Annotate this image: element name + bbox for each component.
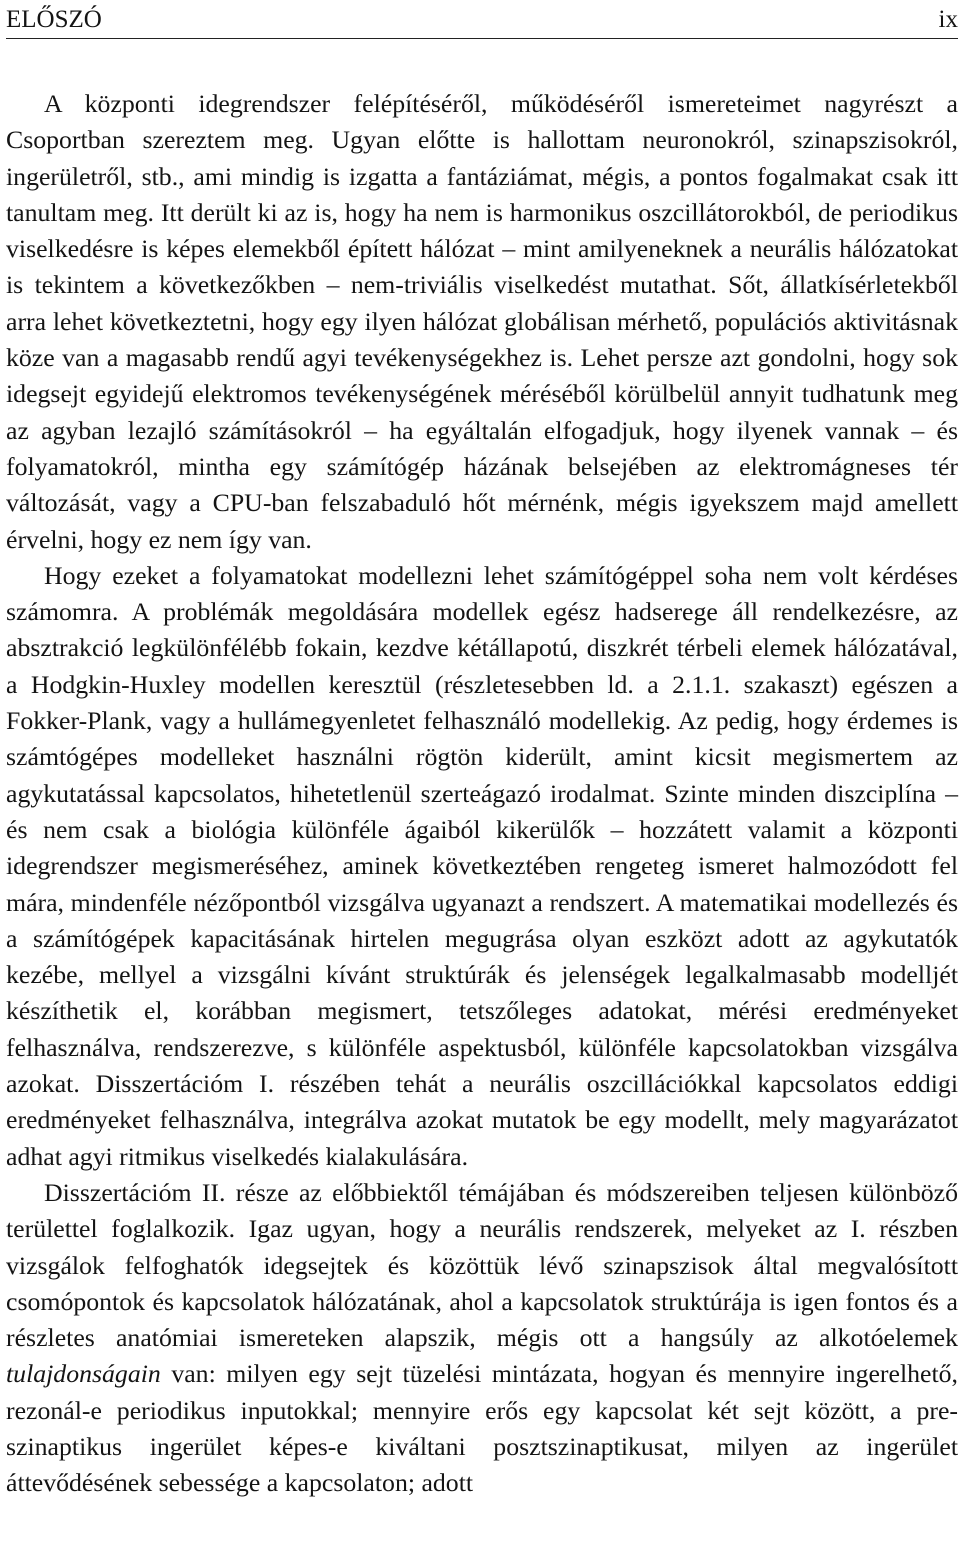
paragraph-2-text: Hogy ezeket a folyamatokat modellezni lehet számítógéppel soha nem volt kérdéses számomra. A problémák megoldására modellek egész hadserege áll rendelkezésre, az absztrakció legkülönfélébb fokain, kezdve kétállapotú, diszkrét térbeli elemek hálózatával, a Hodgkin-Huxley modellen keresztül (részletesebben ld. a 2.1.1. szakaszt) egészen a Fokker-Plank, vagy a hullámegyenletet felhasználó modellekig. Az pedig, hogy érdemes is számtógépes modelleket használni rögtön kiderült, amint kicsit megismertem az agykutatással kapcsolatos, hihetetlenül szerteágazó irodalmat. Szinte minden diszciplína – és nem csak a biológia különféle ágaiból kikerülők – hozzátett valamit a központi idegrendszer megismeréséhez, aminek következtében rengeteg ismeret halmozódott fel mára, mindenféle nézőpontból vizsgálva ugyanazt a rendszert. A matematikai modellezés és a számítógépek kapacitásának hirtelen megugrása olyan eszközt adott az agykutatók kezébe, mellyel a vizsgálni kívánt struktúrák és jelenségek legalkalmasabb modelljét készíthetik el, korábban megismert, tetszőleges adatokat, mérési eredményeket felhasználva, rendszerezve, s különféle aspektusból, különféle kapcsolatokban vizsgálva azokat. Disszertációm I. részében tehát a neurális oszcillációkkal kapcsolatos eddigi eredményeket felhasználva, integrálva azokat mutatok be egy modellt, mely magyarázatot adhat agyi ritmikus viselkedés kialakulására. bbox=[6, 560, 958, 1171]
page-number: ix bbox=[938, 6, 958, 33]
running-header bbox=[6, 4, 958, 39]
paragraph-1-text: A központi idegrendszer felépítéséről, működéséről ismereteimet nagyrészt a Csoportban szereztem meg. Ugyan előtte is hallottam neuronokról, szinapszisokról, ingerületről, stb., ami mindig is izgatta a fantáziámat, mégis, a pontos fogalmakat csak itt tanultam meg. Itt derült ki az is, hogy ha nem is harmonikus oszcillátorokból, de periodikus viselkedésre is képes elemekből épített hálózat – mint amilyeneknek a neurális hálózatokat is tekintem a következőkben – nem-triviális viselkedést mutathat. Sőt, állatkísérletekből arra lehet következtetni, hogy egy ilyen hálózat globálisan mérhető, populációs aktivitásnak köze van a magasabb rendű agyi tevékenységekhez is. Lehet persze azt gondolni, hogy sok idegsejt egyidejű elektromos tevékenységének méréséből körülbelül annyit tudhatunk meg az agyban lezajló számításokról – ha egyáltalán elfogadjuk, hogy ilyenek vannak – és folyamatokról, mintha egy számítógép házának belsejében az elektromágneses tér változását, vagy a CPU-ban felszabaduló hőt mérnénk, mégis igyekszem majd amellett érvelni, hogy ez nem így van. bbox=[6, 89, 958, 554]
chapter-title: ELŐSZÓ bbox=[6, 6, 102, 33]
paragraph-3 bbox=[6, 1175, 958, 1502]
emphasized-term: tulajdonságain bbox=[6, 1359, 161, 1389]
paragraph-2 bbox=[6, 558, 958, 1175]
paragraph-3-text-continued: van: milyen egy sejt tüzelési mintázata, hogyan és mennyire ingerelhető, rezonál-e periodikus inputokkal; mennyire erős egy kapcsolat két sejt között, a pre-szinaptikus ingerület képes-e kiváltani posztszinaptikusat, milyen az ingerület áttevődésének sebessége a kapcsolaton; adott bbox=[6, 1359, 958, 1498]
paragraph-3-text: Disszertációm II. része az előbbiektől témájában és módszereiben teljesen különböző területtel foglalkozik. Igaz ugyan, hogy a neurális rendszerek, melyeket az I. részben vizsgálok felfoghatók idegsejtek és közöttük lévő szinapszisok által megvalósított csomópontok és kapcsolatok hálózatának, ahol a kapcsolatok struktúrája is igen fontos és a részletes anatómiai ismereteken alapszik, mégis ott a hangsúly az alkotóelemek bbox=[6, 1177, 958, 1353]
body-text bbox=[6, 86, 958, 1502]
paragraph-1 bbox=[6, 86, 958, 558]
